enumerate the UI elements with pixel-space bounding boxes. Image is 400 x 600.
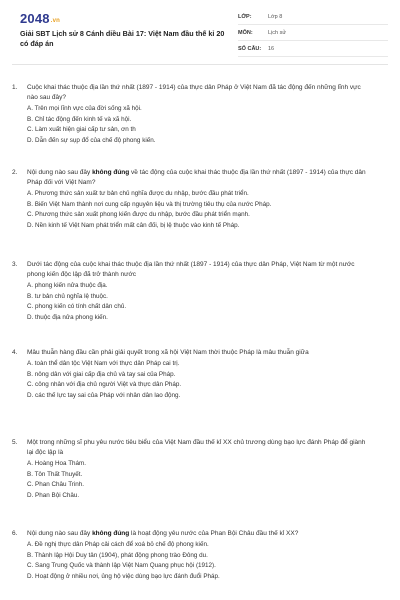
answer-option[interactable]: B. Chỉ tác động đến kinh tế và xã hội. [27,115,132,123]
question-number: 3. [12,261,18,268]
answer-option[interactable]: B. nông dân với giai cấp địa chủ và tay sai của Pháp. [27,370,176,378]
site-logo[interactable] [20,11,60,26]
answer-option[interactable]: D. Hoạt động ở nhiều nơi, ủng hộ việc dùng bạo lực đánh đuổi Pháp. [27,572,220,580]
answer-option[interactable]: B. Thành lập Hội Duy tân (1904), phát động phong trào Đông du. [27,551,208,559]
question-stem [12,348,382,358]
meta-value: 16 [268,45,275,52]
answer-option[interactable]: A. Phương thức sản xuất tư bản chủ nghĩa được du nhập, bước đầu phát triển. [27,190,249,197]
question-1 [12,83,382,146]
question-text [22,168,372,188]
document-header [12,0,388,65]
meta-row-grade [238,9,388,25]
meta-key: LỚP: [238,13,252,20]
logo-suffix-text: .vn [50,18,61,24]
stem-text: Một trong những sĩ phu yêu nước tiêu biểu của Việt Nam đầu thế kỉ XX chủ trương dùng bạo lực đánh Pháp để giành lại độc lập là [27,439,366,456]
question-stem [12,260,382,280]
question-number: 5. [12,439,18,446]
question-stem [12,168,382,188]
question-number: 4. [12,349,18,356]
answer-options [27,359,382,401]
stem-emphasis: không đúng [92,169,130,176]
answer-option[interactable]: A. Đề nghị thực dân Pháp cải cách để xoá bỏ chế độ phong kiến. [27,541,209,548]
answer-option[interactable]: C. Sang Trung Quốc và thành lập Việt Nam Quang phục hội (1912). [27,562,216,570]
question-text [22,260,372,280]
answer-option[interactable]: B. Tôn Thất Thuyết. [27,470,83,478]
logo-main-text: 2048 [20,11,50,26]
answer-option[interactable]: C. Làm xuất hiện giai cấp tư sản, ơn th [27,126,136,134]
answer-option[interactable]: B. tư bản chủ nghĩa lệ thuộc. [27,292,108,300]
answer-options [27,459,382,501]
question-number: 6. [12,530,18,537]
answer-option[interactable]: B. Biến Việt Nam thành nơi cung cấp nguyên liệu và thị trường tiêu thụ của nước Pháp. [27,200,272,208]
question-number: 1. [12,84,18,91]
meta-row-subject [238,25,388,41]
question-text [22,529,372,539]
answer-options [27,281,382,323]
meta-key: MÔN: [238,29,253,36]
stem-text: Dưới tác động của cuộc khai thác thuộc địa lần thứ nhất (1897 - 1914) của thực dân Pháp, Việt Nam từ một nước phong kiến độc lập đã trở thành nước [27,261,355,278]
answer-option[interactable]: A. phong kiến nửa thuộc địa. [27,282,108,289]
question-text [22,348,372,358]
question-4 [12,348,382,401]
answer-option[interactable]: D. Dẫn đến sự sụp đổ của chế độ phong kiến. [27,136,156,144]
question-5 [12,438,382,501]
answer-options [27,104,382,146]
answer-option[interactable]: D. các thế lực tay sai của Pháp với nhân dân lao động. [27,391,181,399]
question-stem [12,83,382,103]
question-text [22,83,372,103]
stem-text: về tác động của cuộc khai thác thuộc địa lần thứ nhất (1897 - 1914) của thực dân Pháp đối với Việt Nam? [27,169,366,186]
stem-text: là hoạt động yêu nước của Phan Bội Châu đầu thế kỉ XX? [129,530,299,537]
answer-option[interactable]: D. Phan Bội Châu. [27,491,80,499]
question-text [22,438,372,458]
meta-value: Lịch sử [268,29,287,36]
question-stem [12,529,382,539]
answer-option[interactable]: D. thuộc địa nửa phong kiến. [27,313,108,321]
question-number: 2. [12,169,18,176]
answer-option[interactable]: A. toàn thể dân tộc Việt Nam với thực dân Pháp cai trị. [27,360,180,367]
answer-option[interactable]: C. công nhân với địa chủ người Việt và thực dân Pháp. [27,381,182,389]
meta-row-question-count [238,41,388,57]
answer-option[interactable]: D. Nền kinh tế Việt Nam phát triển mất cân đối, bị lệ thuộc vào kinh tế Pháp. [27,221,240,229]
meta-key: SỐ CÂU: [238,45,262,52]
stem-text: Cuộc khai thác thuộc địa lần thứ nhất (1897 - 1914) của thực dân Pháp ở Việt Nam đã tác động đến những lĩnh vực nào sau đây? [27,84,361,101]
question-2 [12,168,382,231]
stem-emphasis: không đúng [92,530,130,537]
question-stem [12,438,382,458]
answer-option[interactable]: A. Hoàng Hoa Thám. [27,460,87,467]
answer-option[interactable]: A. Trên mọi lĩnh vực của đời sống xã hội. [27,105,142,112]
question-6 [12,529,382,582]
answer-option[interactable]: C. Phan Châu Trinh. [27,481,85,489]
stem-text: Mâu thuẫn hàng đầu cần phải giải quyết trong xã hội Việt Nam thời thuộc Pháp là mâu thuẫn giữa [27,349,309,356]
answer-option[interactable]: C. Phương thức sản xuất phong kiến được du nhập, bước đầu phát triển mạnh. [27,211,250,219]
document-meta [238,9,388,57]
answer-options [27,540,382,582]
answer-options [27,189,382,231]
stem-text: Nội dung nào sau đây [27,169,93,176]
document-title: Giải SBT Lịch sử 8 Cánh diều Bài 17: Việt Nam đầu thế kỉ 20 có đáp án [20,29,225,48]
question-3 [12,260,382,323]
stem-text: Nội dung nào sau đây [27,530,93,537]
meta-value: Lớp 8 [268,13,283,20]
answer-option[interactable]: C. phong kiến có tính chất dân chủ. [27,303,127,311]
